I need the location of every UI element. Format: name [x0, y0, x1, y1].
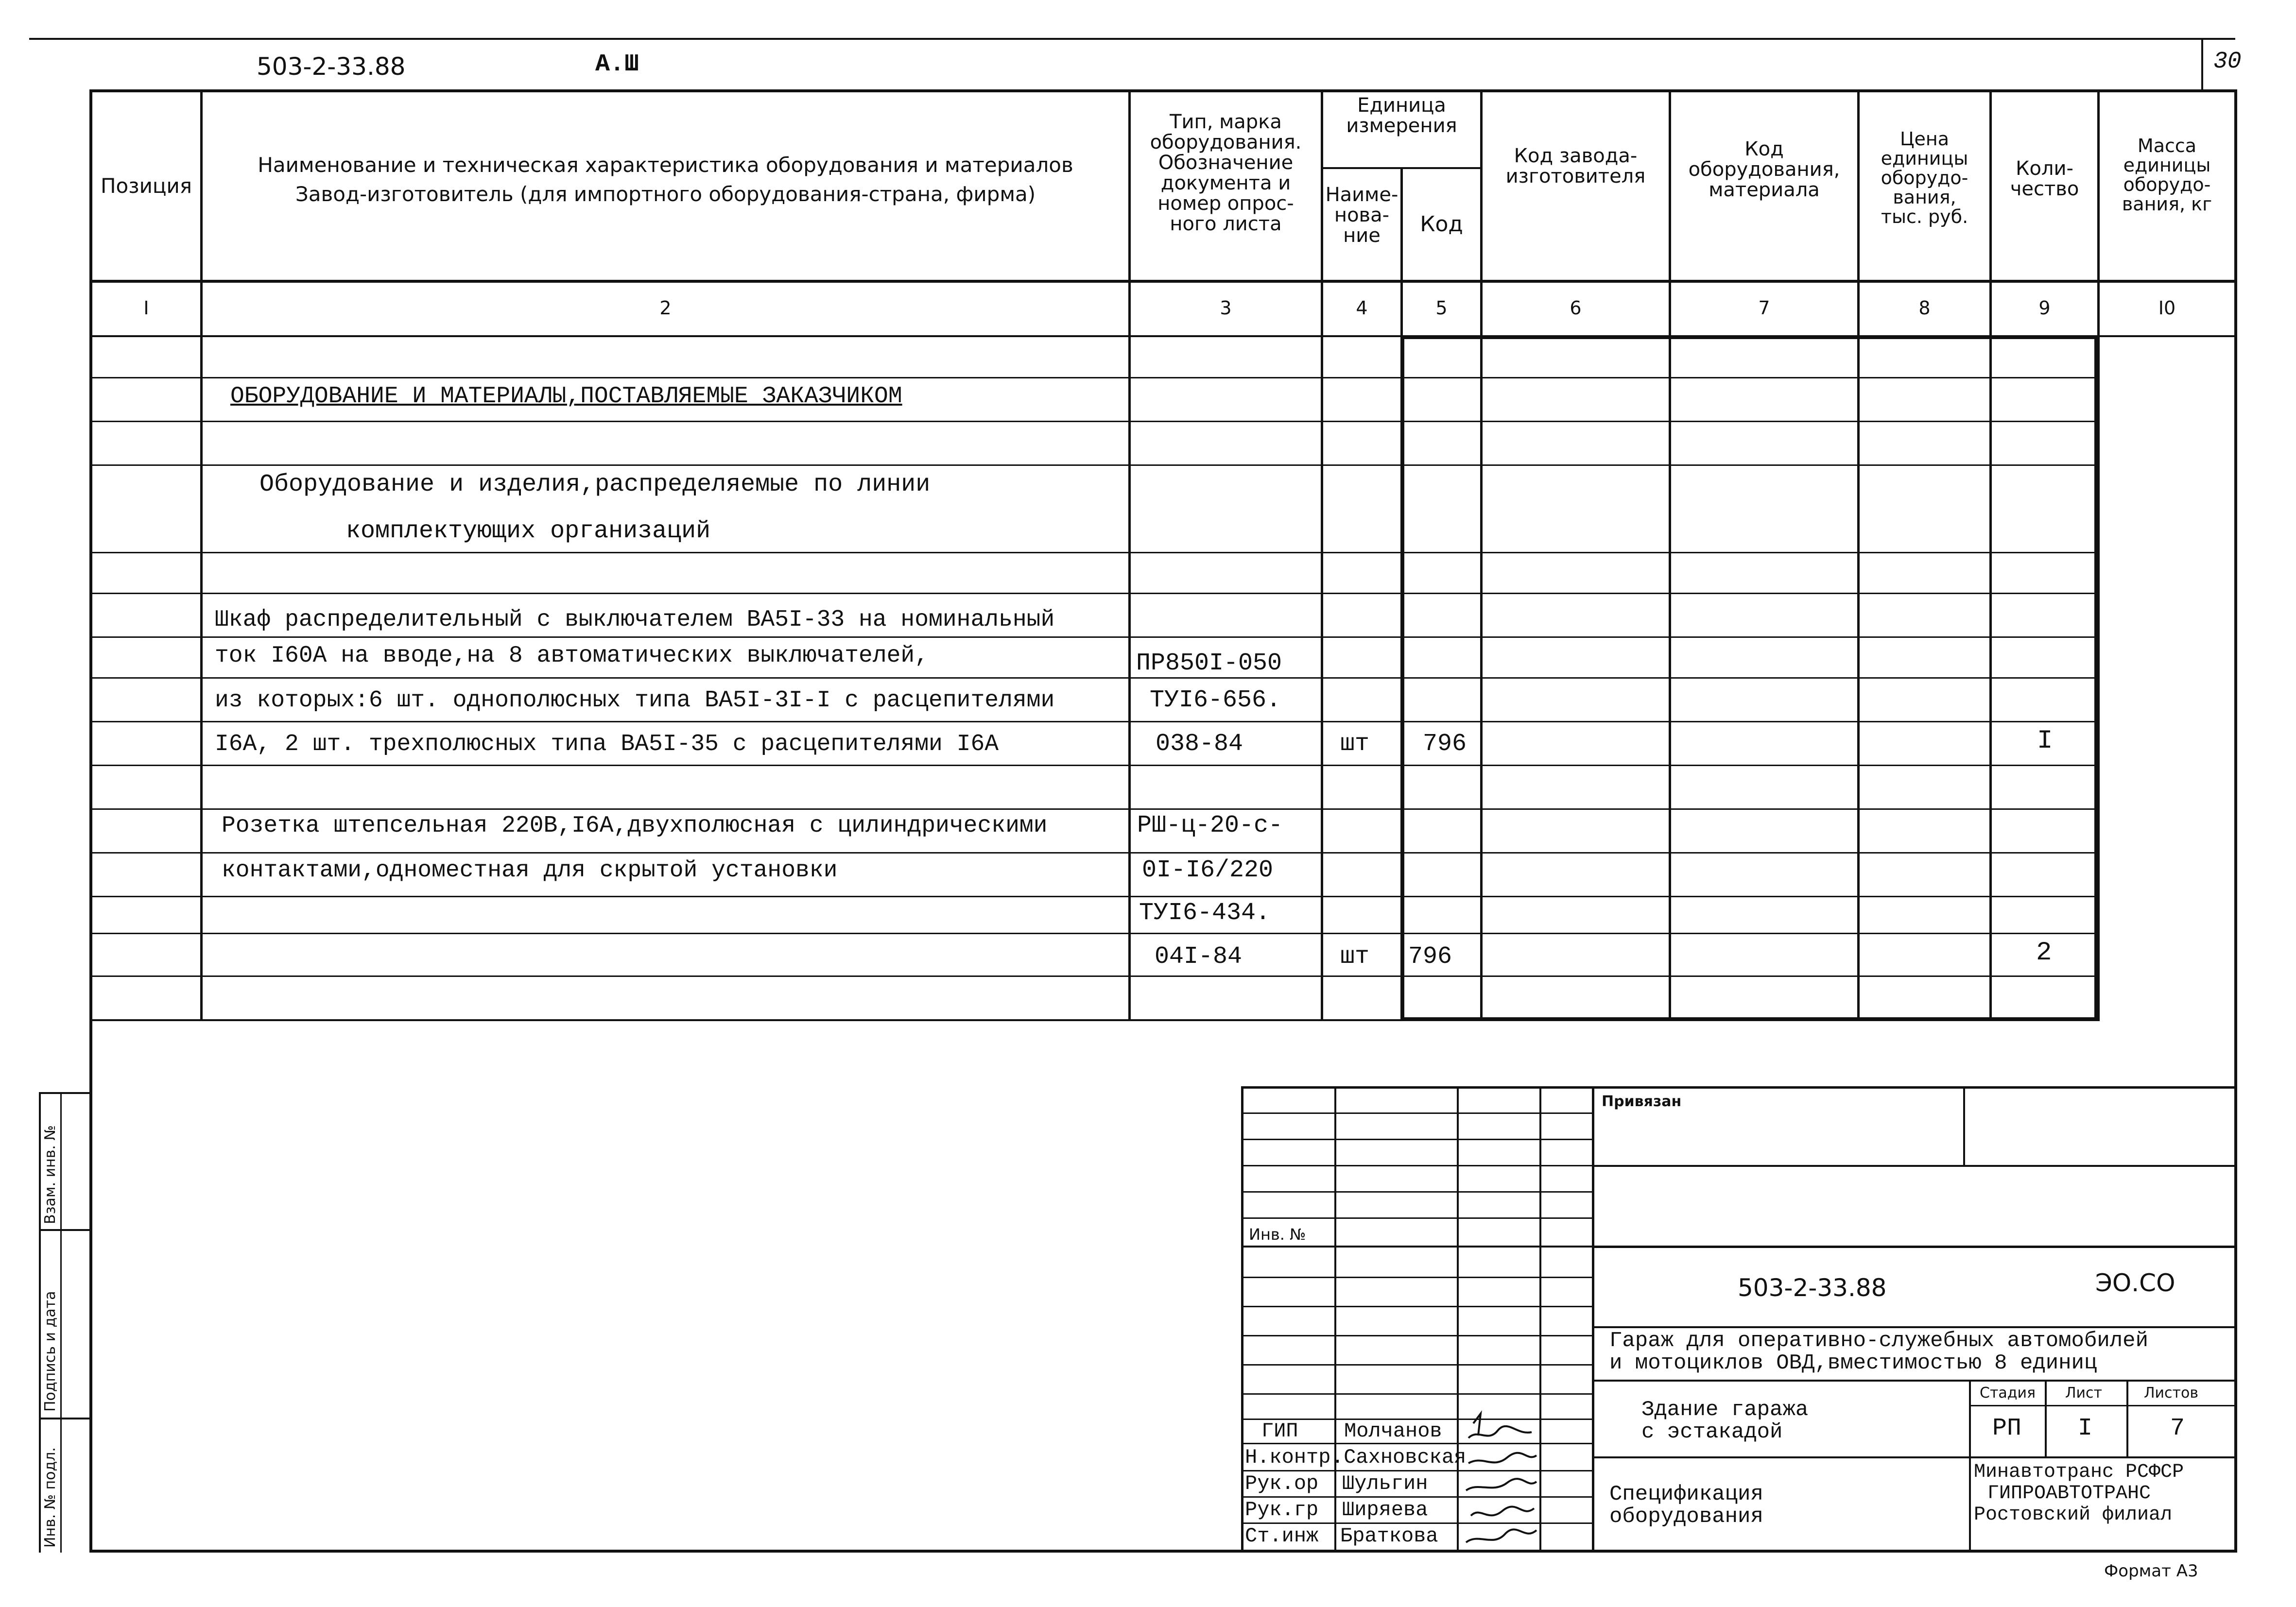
- col-header-unit-group-line: измерения: [1346, 115, 1457, 137]
- sheets-col-left: [2126, 1380, 2128, 1456]
- item2-name-line: контактами,одноместная для скрытой установки: [222, 857, 838, 884]
- sig-row: [1241, 1393, 1592, 1395]
- row-line: [92, 933, 2099, 934]
- row-line: [92, 721, 2099, 722]
- frame-bottom-border: [89, 1550, 2237, 1553]
- project-row-top: [1592, 1326, 2237, 1328]
- item2-name-line: Розетка штепсельная 220В,I6А,двухполюсная с цилиндрическими: [222, 813, 1048, 839]
- drawing-title-line1: Спецификация: [1609, 1482, 1763, 1506]
- org-line2: ГИПРОАВТОТРАНС: [1987, 1483, 2151, 1504]
- col-header-mass: [2100, 136, 2234, 214]
- top-rule: [29, 38, 2235, 40]
- section-title: ОБОРУДОВАНИЕ И МАТЕРИАЛЫ,ПОСТАВЛЯЕМЫЕ ЗАКАЗЧИКОМ: [230, 383, 902, 410]
- col-divider-1: [200, 89, 203, 1021]
- col-header-unit-code: Код: [1420, 212, 1463, 237]
- col-header-price-line: вания,: [1893, 187, 1956, 208]
- side-stamp-sign-date: Подпись и дата: [42, 1291, 59, 1412]
- col-header-price-line: оборудо-: [1881, 167, 1968, 188]
- sig-row: [1241, 1364, 1592, 1366]
- item1-name-line: из которых:6 шт. однополюсных типа ВА5I-3I-I с расцепителями: [215, 687, 1055, 714]
- col-header-type-line: ного листа: [1170, 213, 1282, 235]
- signer-role: Н.контр: [1245, 1446, 1331, 1469]
- project-title-line2: и мотоциклов ОВД,вместимостью 8 единиц: [1609, 1351, 2097, 1375]
- building-row-top: [1592, 1380, 2237, 1382]
- col-header-unit-name-line: ние: [1343, 224, 1381, 247]
- signer-name: Ширяева: [1342, 1498, 1428, 1522]
- item2-type-line: ТУI6-434.: [1139, 899, 1271, 927]
- row-line: [92, 677, 2099, 679]
- col-number-7: 7: [1758, 297, 1770, 319]
- col-number-5: 5: [1435, 297, 1448, 319]
- col-number-4: 4: [1356, 297, 1368, 319]
- signer-role: Рук.ор: [1245, 1472, 1319, 1495]
- stage-label-bottom: [1969, 1405, 2237, 1406]
- title-block-top: [1241, 1086, 2237, 1089]
- item1-type-line: 038-84: [1156, 730, 1243, 758]
- sig-row: [1241, 1165, 1592, 1166]
- handwritten-signatures: [1459, 1409, 1541, 1553]
- page-number-box-left: [2201, 40, 2203, 90]
- col-header-equipment-code: [1671, 139, 1857, 200]
- signer-name: .Сахновская: [1331, 1446, 1467, 1469]
- col-header-name-line1: Наименование и техническая характеристика оборудования и материалов: [258, 153, 1073, 177]
- signer-role: ГИП: [1261, 1419, 1298, 1443]
- stage-label: Стадия: [1980, 1385, 2036, 1402]
- col-header-quantity-line: Коли-: [2016, 157, 2073, 180]
- col-number-8: 8: [1918, 297, 1931, 319]
- row-line: [92, 975, 2099, 977]
- privyazan-divider: [1963, 1086, 1965, 1165]
- signer-name: Браткова: [1340, 1524, 1438, 1548]
- side-stamp-vz-inv: Взам. инв. №: [42, 1125, 59, 1224]
- col-header-type-line: Обозначение: [1158, 152, 1294, 174]
- header-format-code: А.Ш: [595, 51, 639, 78]
- col-header-price-line: тыс. руб.: [1881, 206, 1968, 227]
- sheets-label: Листов: [2144, 1385, 2199, 1402]
- item2-unit-code: 796: [1408, 943, 1452, 971]
- item1-unit-code: 796: [1423, 730, 1467, 758]
- col-header-type-line: документа и: [1160, 172, 1291, 194]
- item2-type-line: 0I-I6/220: [1142, 856, 1274, 884]
- col-number-1: I: [143, 297, 149, 319]
- frame-right-border: [2234, 89, 2237, 1553]
- signer-role: Ст.инж: [1245, 1524, 1319, 1548]
- sig-row: [1241, 1306, 1592, 1307]
- col-number-3: 3: [1220, 297, 1232, 319]
- col-header-equipment-code-line: оборудования,: [1688, 158, 1840, 181]
- sig-row: [1241, 1217, 1592, 1219]
- col-header-name-line2: Завод-изготовитель (для импортного оборудования-страна, фирма): [295, 182, 1036, 206]
- col-header-position: Позиция: [100, 174, 192, 198]
- thick-block-top: [1400, 335, 2098, 339]
- col-divider-8: [1989, 89, 1992, 1021]
- row-line: [92, 464, 2099, 466]
- item2-unit: шт: [1340, 943, 1370, 971]
- building-title-line1: Здание гаража: [1641, 1398, 1809, 1422]
- side-stamp-mid: [60, 1092, 62, 1553]
- item1-type-line: ПР850I-050: [1136, 650, 1282, 677]
- row-line: [92, 896, 2099, 897]
- col-header-unit-name-line: нова-: [1334, 204, 1390, 226]
- col-number-6: 6: [1570, 297, 1582, 319]
- sig-col-4: [1592, 1086, 1594, 1553]
- header-doc-code: 503-2-33.88: [257, 52, 406, 81]
- item1-unit: шт: [1340, 730, 1370, 758]
- subsection-title-line2: комплектующих организаций: [346, 517, 711, 545]
- signer-name: Молчанов: [1344, 1419, 1442, 1443]
- sig-row: [1241, 1191, 1592, 1193]
- row-line: [92, 377, 2099, 378]
- building-title-line2: с эстакадой: [1641, 1420, 1783, 1444]
- subsection-title-line1: Оборудование и изделия,распределяемые по линии: [259, 471, 931, 498]
- side-stamp-inv-orig: Инв. № подл.: [42, 1447, 59, 1548]
- signer-role: Рук.гр: [1245, 1498, 1319, 1522]
- col-header-quantity-line: чество: [2010, 178, 2079, 200]
- sig-row: [1241, 1277, 1592, 1278]
- col-header-name: [203, 151, 1128, 209]
- drawing-title-line2: оборудования: [1609, 1504, 1763, 1529]
- item1-name-line: I6А, 2 шт. трехполюсных типа ВА5I-35 с расцепителями I6А: [215, 731, 999, 757]
- row-line: [92, 765, 2099, 766]
- item2-type-line: 04I-84: [1155, 943, 1243, 971]
- sheet-label: Лист: [2065, 1385, 2103, 1402]
- col-number-10: I0: [2158, 297, 2176, 319]
- table-top-border: [89, 89, 2237, 92]
- col-header-mass-line: вания, кг: [2122, 193, 2212, 215]
- sheet-col-left: [2045, 1380, 2047, 1456]
- row-line: [92, 808, 2099, 810]
- col-header-unit-name-line: Наиме-: [1325, 184, 1398, 206]
- col-header-mass-line: единицы: [2123, 154, 2211, 176]
- col-header-unit-name: [1323, 185, 1400, 246]
- item2-type-line: РШ-ц-20-с-: [1137, 812, 1283, 839]
- title-block-left: [1241, 1086, 1243, 1553]
- item1-quantity: I: [2037, 726, 2053, 756]
- row-line: [92, 636, 2099, 638]
- col-header-unit-group-line: Единица: [1357, 94, 1446, 117]
- col-divider-6: [1669, 89, 1671, 1021]
- item1-type-line: ТУI6-656.: [1150, 686, 1281, 714]
- col-header-mass-line: оборудо-: [2123, 174, 2211, 195]
- col-header-price-line: Цена: [1899, 128, 1949, 150]
- project-title-line1: Гараж для оперативно-служебных автомобилей: [1609, 1329, 2148, 1353]
- sheets-value: 7: [2170, 1415, 2185, 1442]
- col-header-price-line: единицы: [1881, 148, 1968, 169]
- title-mark: ЭО.СО: [2095, 1269, 2175, 1297]
- privyazan-label: Привязан: [1602, 1093, 1682, 1110]
- sig-row: [1241, 1246, 1592, 1248]
- col-header-factory-code-line: изготовителя: [1505, 165, 1646, 188]
- col-number-9: 9: [2038, 297, 2051, 319]
- row-line: [92, 852, 2099, 854]
- col-header-type: [1131, 112, 1321, 234]
- side-stamp-top: [39, 1092, 92, 1094]
- side-stamp-div1: [39, 1229, 92, 1231]
- item2-quantity: 2: [2036, 938, 2052, 968]
- inv-label: Инв. №: [1249, 1225, 1306, 1244]
- col-header-type-line: оборудования.: [1150, 131, 1302, 154]
- row-line: [92, 421, 2099, 422]
- row-line: [92, 1019, 2099, 1021]
- page-number: 30: [2213, 49, 2242, 75]
- col-divider-5: [1480, 89, 1483, 1021]
- sheet-value: I: [2078, 1415, 2093, 1442]
- stage-value: РП: [1992, 1415, 2022, 1442]
- col-header-factory-code-line: Код завода-: [1514, 145, 1638, 167]
- col-header-price: [1860, 129, 1989, 226]
- col-header-type-line: номер опрос-: [1157, 192, 1294, 215]
- col-header-mass-line: Масса: [2137, 135, 2197, 156]
- side-stamp-left: [39, 1092, 41, 1553]
- item1-name-line: ток I60А на вводе,на 8 автоматических выключателей,: [215, 643, 929, 669]
- sig-col-1: [1334, 1086, 1336, 1553]
- title-doc-code: 503-2-33.88: [1738, 1274, 1887, 1302]
- format-label: Формат А3: [2104, 1561, 2198, 1581]
- col-header-type-line: Тип, марка: [1170, 111, 1282, 133]
- col-header-factory-code: [1483, 146, 1669, 187]
- col-header-equipment-code-line: материала: [1709, 179, 1820, 201]
- drawing-row-top: [1592, 1456, 2237, 1458]
- col-header-equipment-code-line: Код: [1744, 138, 1784, 160]
- code-row-top: [1592, 1246, 2237, 1248]
- col-header-quantity: [1992, 158, 2097, 199]
- sig-row: [1241, 1139, 1592, 1140]
- signer-name: Шульгин: [1342, 1472, 1428, 1495]
- col-header-unit-group: [1323, 95, 1480, 136]
- org-line1: Минавтотранс РСФСР: [1974, 1461, 2184, 1483]
- privyazan-bottom: [1592, 1165, 2237, 1167]
- sig-row: [1241, 1112, 1592, 1114]
- header-bottom-line: [89, 280, 2237, 283]
- item1-name-line: Шкаф распределительный с выключателем ВА5I-33 на номинальный: [215, 607, 1055, 633]
- row-line: [92, 552, 2099, 553]
- row-line: [92, 593, 2099, 594]
- col-number-2: 2: [659, 297, 672, 319]
- side-stamp-div2: [39, 1418, 92, 1419]
- col-divider-7: [1857, 89, 1860, 1021]
- sig-row: [1241, 1335, 1592, 1336]
- org-line3: Ростовский филиал: [1974, 1504, 2173, 1526]
